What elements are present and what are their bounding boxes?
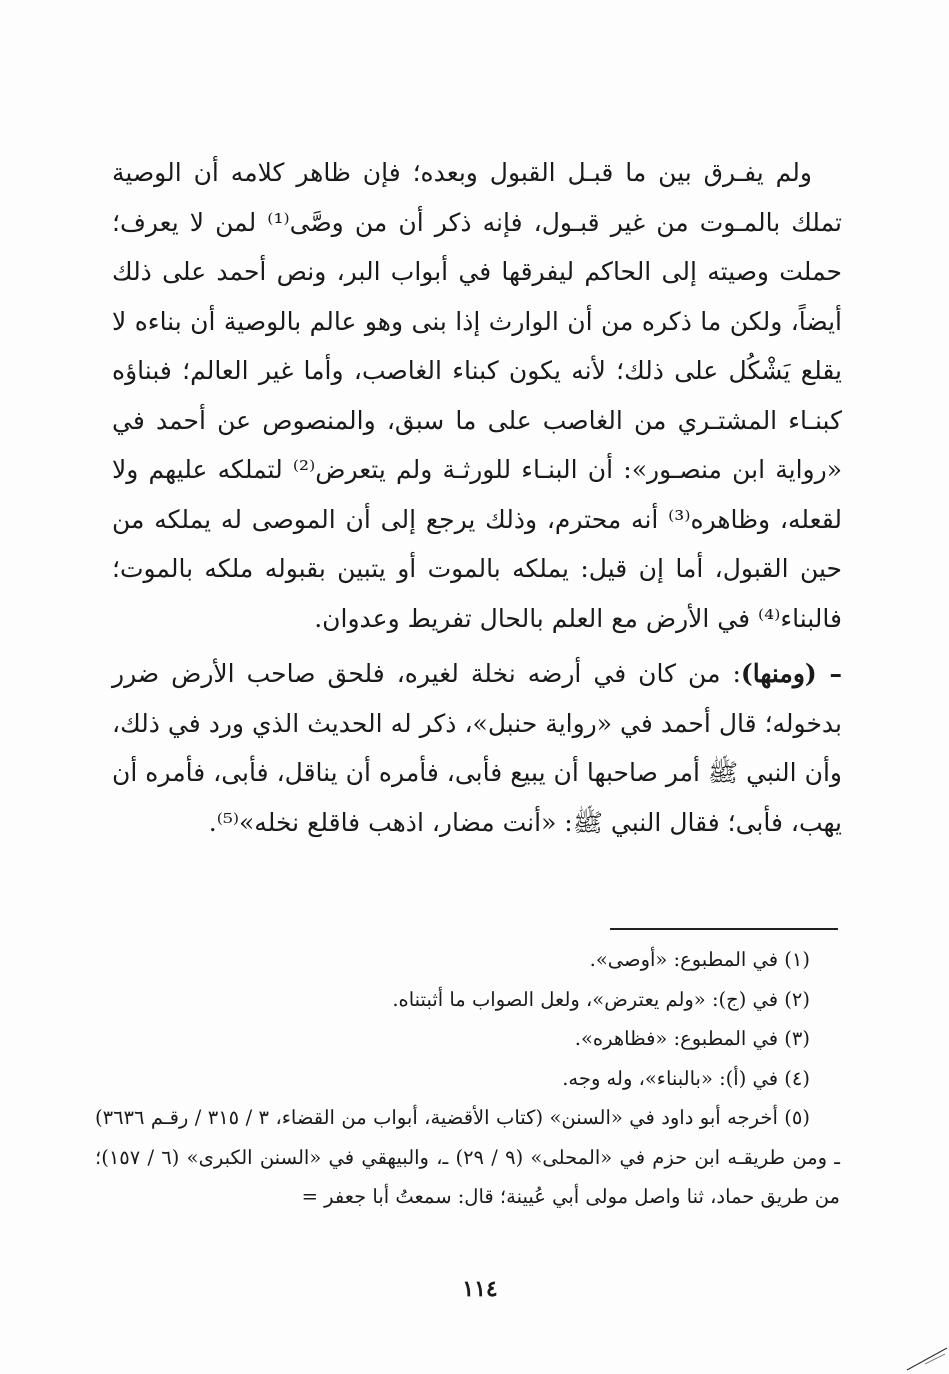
footnote-3: (٣) في المطبوع: «فظاهره». [574,1027,810,1050]
paragraph-2-body: : من كان في أرضه نخلة لغيره، فلحق صاحب الأرض ضرر بدخوله؛ قال أحمد في «رواية حنبل»، ذكر له الحديث الذي ورد في ذلك، وأن النبي ﷺ أمر صاحبها أن يبيع فأبى، فأمره أن يناقل، فأبى، فأمره أن يهب، فأبى؛ فقال النبي ﷺ: «أنت مضار، اذهب فاقلع نخله»⁽⁵⁾. [112,659,842,837]
scan-corner-mark [905,1342,949,1372]
footnote-5: (٥) أخرجه أبو داود في «السنن» (كتاب الأقضية، أبواب من القضاء، ٣ / ٣١٥ / رقـم ٣٦٣٦) ـ ومن طريقـه ابن حزم في «المحلى» (٩ / ٢٩) ـ، والبيهقي في «السنن الكبرى» (٦ / ١٥٧)؛ من طريق حماد، ثنا واصل مولى أبي عُيينة؛ قال: سمعتُ أبا جعفر = [95,1106,840,1208]
main-text [112,148,842,847]
paragraph-2 [112,649,842,847]
footnote-1: (١) في المطبوع: «أوصى». [589,948,810,971]
page-number: ١١٤ [462,1276,498,1302]
paragraph-2-lead: – (ومنها) [740,659,842,688]
paragraph-1: ولم يفـرق بين ما قبـل القبول وبعده؛ فإن ظاهر كلامه أن الوصية تملك بالمـوت من غير قبـول، فإنه ذكر أن من وصَّى⁽¹⁾ لمن لا يعرف؛ حملت وصيته إلى الحاكم ليفرقها في أبواب البر، ونص أحمد على ذلك أيضاً، ولكن ما ذكره من أن الوارث إذا بنى وهو عالم بالوصية أن بناءه لا يقلع يَشْكُل على ذلك؛ لأنه يكون كبناء الغاصب، وأما غير العالم؛ فبناؤه كبنـاء المشتـري من الغاصب على ما سبق، والمنصوص عن أحمد في «رواية ابن منصـور»: أن البنـاء للورثـة ولم يتعرض⁽²⁾ لتملكه عليهم ولا لقعله، وظاهره⁽³⁾ أنه محترم، وذلك يرجع إلى أن الموصى له يملكه من حين القبول، أما إن قيل: يملكه بالموت أو يتبين بقبوله ملكه بالموت؛ فالبناء⁽⁴⁾ في الأرض مع العلم بالحال تفريط وعدوان. [112,158,843,633]
footnote-2: (٢) في (ج): «ولم يعترض»، ولعل الصواب ما أثبتناه. [392,987,810,1011]
footnote-4: (٤) في (أ): «بالبناء»، وله وجه. [562,1066,810,1090]
footnote-divider [610,928,838,930]
footnotes [95,940,840,1217]
